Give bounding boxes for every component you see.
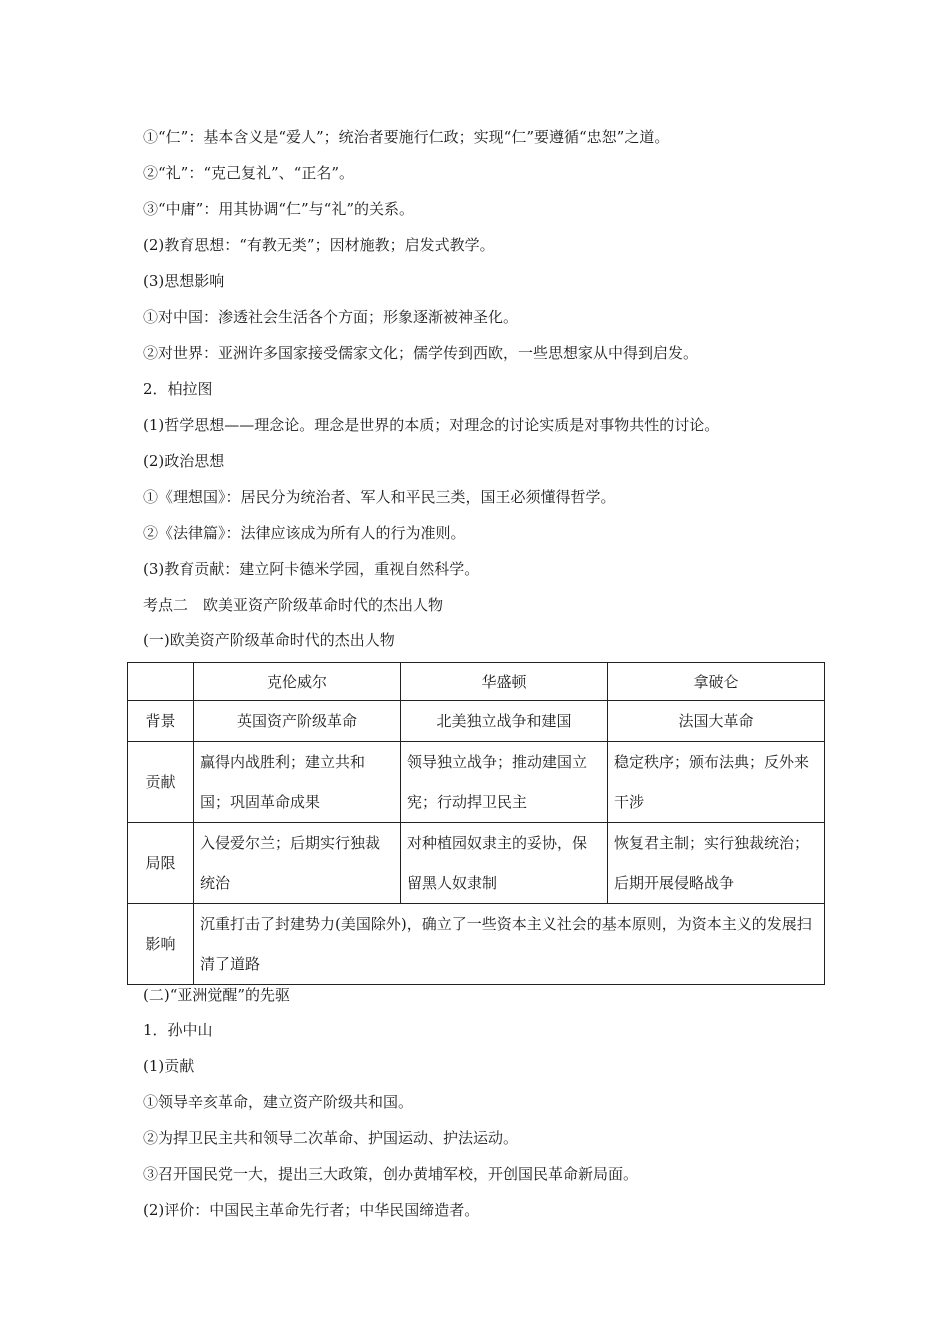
table-header-cell: 华盛顿 xyxy=(401,663,608,701)
row-label: 背景 xyxy=(128,701,194,742)
table-cell: 领导独立战争；推动建国立宪；行动捍卫民主 xyxy=(401,742,608,823)
row-label: 局限 xyxy=(128,823,194,904)
text-line: ①“仁”：基本含义是“爱人”；统治者要施行仁政；实现“仁”要遵循“忠恕”之道。 xyxy=(143,128,670,146)
row-label: 影响 xyxy=(128,904,194,985)
text-line: (2)政治思想 xyxy=(143,452,225,470)
section-heading: 考点二 欧美亚资产阶级革命时代的杰出人物 xyxy=(143,596,444,614)
table-row xyxy=(128,823,825,904)
text-line: ①领导辛亥革命，建立资产阶级共和国。 xyxy=(143,1093,414,1111)
text-line: ③“中庸”：用其协调“仁”与“礼”的关系。 xyxy=(143,200,415,218)
table-cell: 入侵爱尔兰；后期实行独裁统治 xyxy=(194,823,401,904)
text-line: ③召开国民党一大，提出三大政策，创办黄埔军校，开创国民革命新局面。 xyxy=(143,1165,639,1183)
text-line: (3)教育贡献：建立阿卡德米学园，重视自然科学。 xyxy=(143,560,480,578)
table-row xyxy=(128,701,825,742)
text-line: ①《理想国》：居民分为统治者、军人和平民三类，国王必须懂得哲学。 xyxy=(143,488,616,506)
row-label: 贡献 xyxy=(128,742,194,823)
persons-table xyxy=(127,662,825,985)
text-line: ①对中国：渗透社会生活各个方面；形象逐渐被神圣化。 xyxy=(143,308,519,326)
table-cell: 沉重打击了封建势力(美国除外)，确立了一些资本主义社会的基本原则，为资本主义的发展扫清了道路 xyxy=(194,904,825,985)
table-cell: 稳定秩序；颁布法典；反外来干涉 xyxy=(608,742,825,823)
subsection-heading: (一)欧美资产阶级革命时代的杰出人物 xyxy=(143,631,395,649)
text-line: (1)哲学思想——理念论。理念是世界的本质；对理念的讨论实质是对事物共性的讨论。 xyxy=(143,416,720,434)
text-line: (2)评价：中国民主革命先行者；中华民国缔造者。 xyxy=(143,1201,480,1219)
subsection-heading: (二)“亚洲觉醒”的先驱 xyxy=(143,986,291,1004)
table-cell: 恢复君主制；实行独裁统治；后期开展侵略战争 xyxy=(608,823,825,904)
table-header-cell xyxy=(128,663,194,701)
text-line: (1)贡献 xyxy=(143,1057,195,1075)
table-cell: 法国大革命 xyxy=(608,701,825,742)
table-header-cell: 拿破仑 xyxy=(608,663,825,701)
text-line: (3)思想影响 xyxy=(143,272,225,290)
table-cell: 英国资产阶级革命 xyxy=(194,701,401,742)
text-line: ②《法律篇》：法律应该成为所有人的行为准则。 xyxy=(143,524,466,542)
heading-plato: 2．柏拉图 xyxy=(143,380,213,398)
table-cell: 北美独立战争和建国 xyxy=(401,701,608,742)
table-cell: 赢得内战胜利；建立共和国；巩固革命成果 xyxy=(194,742,401,823)
table-row xyxy=(128,904,825,985)
table-header-cell: 克伦威尔 xyxy=(194,663,401,701)
text-line: ②对世界：亚洲许多国家接受儒家文化；儒学传到西欧，一些思想家从中得到启发。 xyxy=(143,344,699,362)
text-line: (2)教育思想：“有教无类”；因材施教；启发式教学。 xyxy=(143,236,495,254)
table-row xyxy=(128,742,825,823)
table-header-row xyxy=(128,663,825,701)
table-cell: 对种植园奴隶主的妥协，保留黑人奴隶制 xyxy=(401,823,608,904)
text-line: ②为捍卫民主共和领导二次革命、护国运动、护法运动。 xyxy=(143,1129,519,1147)
heading-sun-yat-sen: 1．孙中山 xyxy=(143,1021,213,1039)
text-line: ②“礼”：“克己复礼”、“正名”。 xyxy=(143,164,355,182)
